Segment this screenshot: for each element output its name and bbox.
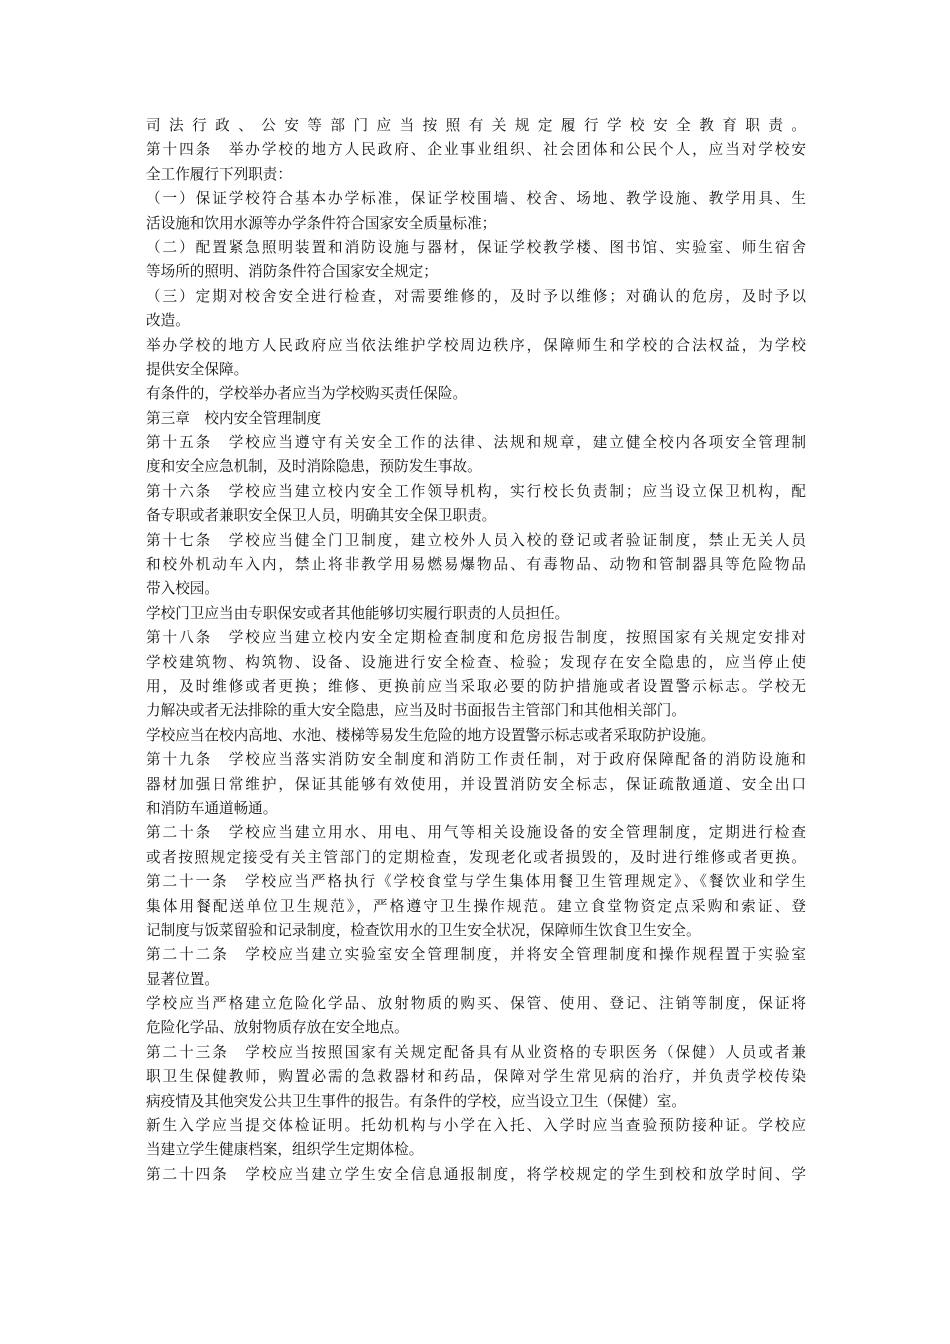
text-line: 度和安全应急机制，及时消除隐患，预防发生事故。 [146, 458, 482, 476]
text-line: 第三章 校内安全管理制度 [146, 409, 322, 427]
text-line: 提供安全保障。 [146, 360, 249, 378]
text-line: 学校应当严格建立危险化学品、放射物质的购买、保管、使用、登记、注销等制度，保证将 [146, 995, 806, 1013]
text-line: 备专职或者兼职安全保卫人员，明确其安全保卫职责。 [146, 507, 497, 525]
text-line: 病疫情及其他突发公共卫生事件的报告。有条件的学校，应当设立卫生（保健）室。 [146, 1092, 686, 1110]
text-line: 器材加强日常维护，保证其能够有效使用，并设置消防安全标志，保证疏散通道、安全出口 [146, 775, 806, 793]
text-line: 活设施和饮用水源等办学条件符合国家安全质量标准； [146, 214, 497, 232]
text-line: 力解决或者无法排除的重大安全隐患，应当及时书面报告主管部门和其他相关部门。 [146, 702, 686, 720]
text-line: 学校建筑物、构筑物、设备、设施进行安全检查、检验；发现存在安全隐患的，应当停止使 [146, 653, 806, 671]
text-line: 第十六条 学校应当建立校内安全工作领导机构，实行校长负责制；应当设立保卫机构，配 [146, 482, 806, 500]
text-line: 学校应当在校内高地、水池、楼梯等易发生危险的地方设置警示标志或者采取防护设施。 [146, 726, 716, 744]
text-line: 第二十一条 学校应当严格执行《学校食堂与学生集体用餐卫生管理规定》、《餐饮业和学生 [146, 873, 806, 891]
text-line: 和校外机动车入内，禁止将非教学用易燃易爆物品、有毒物品、动物和管制器具等危险物品 [146, 556, 806, 574]
text-line: （一）保证学校符合基本办学标准，保证学校围墙、校舍、场地、教学设施、教学用具、生 [146, 190, 806, 208]
text-line: 用，及时维修或者更换；维修、更换前应当采取必要的防护措施或者设置警示标志。学校无 [146, 677, 806, 695]
text-line: 改造。 [146, 312, 190, 330]
text-line: 第十八条 学校应当建立校内安全定期检查制度和危房报告制度，按照国家有关规定安排对 [146, 629, 806, 647]
text-line: 和消防车通道畅通。 [146, 799, 278, 817]
text-line: （三）定期对校舍安全进行检查，对需要维修的，及时予以维修；对确认的危房，及时予以 [146, 287, 806, 305]
text-line: 第十九条 学校应当落实消防安全制度和消防工作责任制，对于政府保障配备的消防设施和 [146, 751, 806, 769]
text-line: 第二十四条 学校应当建立学生安全信息通报制度，将学校规定的学生到校和放学时间、学 [146, 1165, 806, 1183]
text-line: （二）配置紧急照明装置和消防设施与器材，保证学校教学楼、图书馆、实验室、师生宿舍 [146, 238, 806, 256]
text-line: 危险化学品、放射物质存放在安全地点。 [146, 1019, 409, 1037]
text-line: 第二十条 学校应当建立用水、用电、用气等相关设施设备的安全管理制度，定期进行检查 [146, 824, 806, 842]
text-line: 全工作履行下列职责： [146, 165, 292, 183]
text-line: 等场所的照明、消防条件符合国家安全规定； [146, 263, 438, 281]
text-line: 第十七条 学校应当健全门卫制度，建立校外人员入校的登记或者验证制度，禁止无关人员 [146, 531, 806, 549]
text-line: 或者按照规定接受有关主管部门的定期检查，发现老化或者损毁的，及时进行维修或者更换。 [146, 848, 806, 866]
text-line: 有条件的，学校举办者应当为学校购买责任保险。 [146, 385, 468, 403]
text-line: 举办学校的地方人民政府应当依法维护学校周边秩序，保障师生和学校的合法权益，为学校 [146, 336, 806, 354]
text-line: 带入校园。 [146, 580, 219, 598]
text-line: 第十四条 举办学校的地方人民政府、企业事业组织、社会团体和公民个人，应当对学校安 [146, 141, 806, 159]
text-line: 显著位置。 [146, 970, 219, 988]
text-line: 新生入学应当提交体检证明。托幼机构与小学在入托、入学时应当查验预防接种证。学校应 [146, 1117, 806, 1135]
text-line: 集体用餐配送单位卫生规范》，严格遵守卫生操作规范。建立食堂物资定点采购和索证、登 [146, 897, 806, 915]
text-line: 学校门卫应当由专职保安或者其他能够切实履行职责的人员担任。 [146, 604, 570, 622]
text-line: 第二十二条 学校应当建立实验室安全管理制度，并将安全管理制度和操作规程置于实验室 [146, 946, 806, 964]
text-line: 司法行政、公安等部门应当按照有关规定履行学校安全教育职责。 [146, 117, 806, 134]
document-page [146, 114, 806, 1187]
text-line: 第二十三条 学校应当按照国家有关规定配备具有从业资格的专职医务（保健）人员或者兼 [146, 1043, 806, 1061]
text-line: 职卫生保健教师，购置必需的急救器材和药品，保障对学生常见病的治疗，并负责学校传染 [146, 1068, 806, 1086]
text-line: 当建立学生健康档案，组织学生定期体检。 [146, 1141, 424, 1159]
text-line: 第十五条 学校应当遵守有关安全工作的法律、法规和规章，建立健全校内各项安全管理制 [146, 434, 806, 452]
text-line: 记制度与饭菜留验和记录制度，检查饮用水的卫生安全状况，保障师生饮食卫生安全。 [146, 921, 701, 939]
